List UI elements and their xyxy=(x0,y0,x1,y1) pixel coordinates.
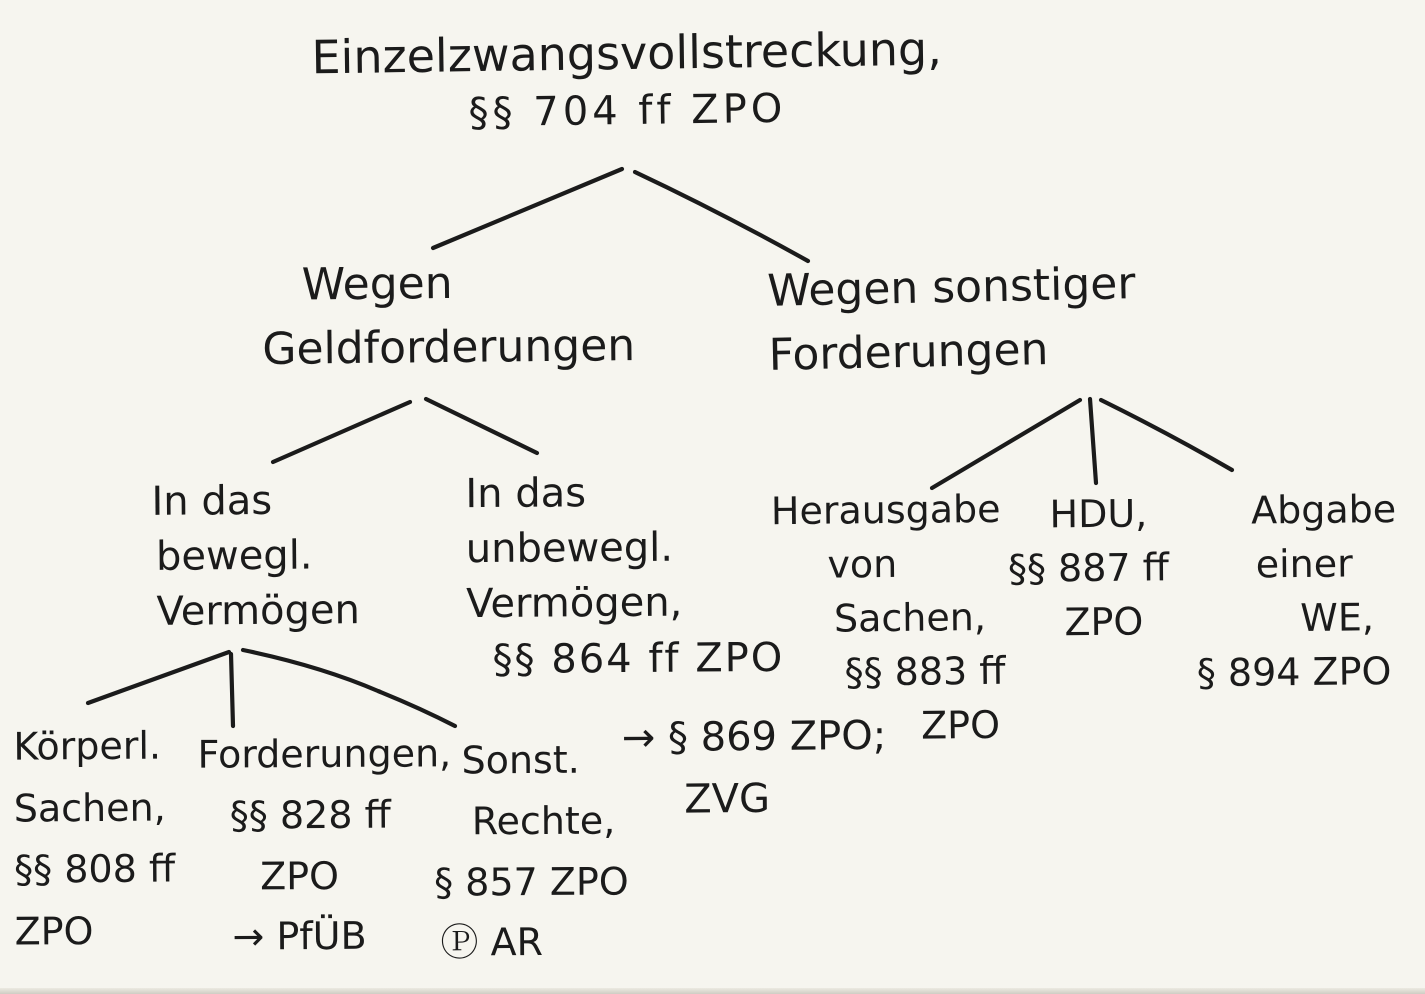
edge-geld-bewegl xyxy=(273,402,410,462)
edge-bewegl-forderungen xyxy=(231,654,233,726)
paper-bottom-edge xyxy=(0,988,1425,994)
edge-sonstige-abgabe xyxy=(1101,400,1232,470)
pfueb-arrow-note: → PfÜB xyxy=(232,914,367,959)
node-koerperliche-sachen: Körperl. Sachen, §§ 808 ff ZPO xyxy=(13,723,176,954)
node-zvg-arrow-note: → § 869 ZPO; ZVG xyxy=(621,712,887,823)
node-hdu: HDU, §§ 887 ff ZPO xyxy=(1007,491,1170,645)
root-node-einzelzwangsvollstreckung xyxy=(281,17,973,143)
node-wegen-geldforderungen: Wegen Geldforderungen xyxy=(262,257,636,375)
edge-title-sonstige xyxy=(635,172,808,261)
edge-sonstige-herausgabe xyxy=(932,400,1080,488)
edge-geld-unbewegl xyxy=(426,399,537,453)
edge-sonstige-hdu xyxy=(1090,399,1096,483)
edge-title-geld xyxy=(433,169,622,248)
circled-p-note: Ⓟ AR xyxy=(440,920,544,965)
node-unbewegliches-vermoegen: In das unbewegl. Vermögen, §§ 864 ff ZPO xyxy=(465,470,785,683)
root-title-line2: §§ 704 ff ZPO xyxy=(468,85,787,137)
edge-bewegl-sonstrechte xyxy=(243,650,455,726)
node-sonstige-rechte: Sonst. Rechte, § 857 ZPO Ⓟ AR xyxy=(433,729,629,973)
edge-bewegl-koerperl xyxy=(88,652,229,703)
node-forderungen: Forderungen, §§ 828 ff ZPO → PfÜB xyxy=(197,723,452,968)
node-bewegliches-vermoegen: In das bewegl. Vermögen xyxy=(151,477,361,636)
root-title-line1: Einzelzwangsvollstreckung, xyxy=(311,21,943,85)
node-abgabe-einer-we: Abgabe einer WE, § 894 ZPO xyxy=(1196,486,1397,695)
node-wegen-sonstiger-forderungen: Wegen sonstiger Forderungen xyxy=(766,258,1136,381)
node-herausgabe-von-sachen: Herausgabe von Sachen, §§ 883 ff ZPO xyxy=(770,486,1006,748)
